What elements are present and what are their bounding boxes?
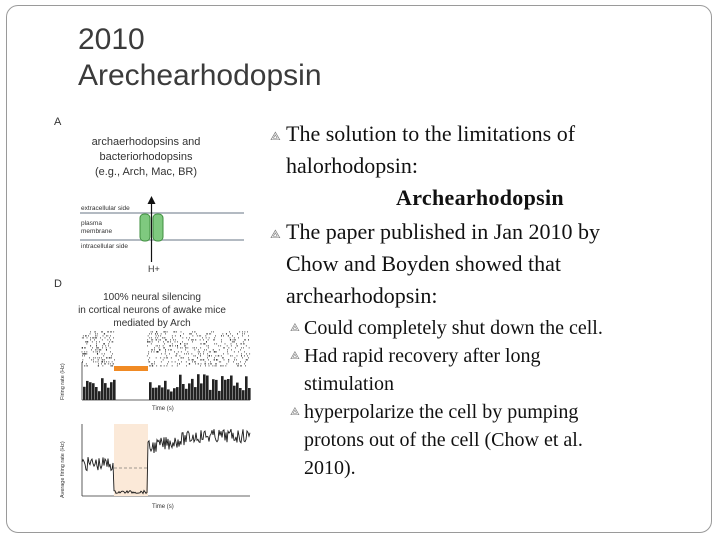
- panel-a-title-3: (e.g., Arch, Mac, BR): [94, 166, 198, 178]
- histogram-bar: [227, 379, 230, 400]
- sub-bullet-recovery-line1: Had rapid recovery after long: [304, 345, 541, 367]
- bullet-marker-icon: ⟁: [270, 227, 281, 241]
- histogram-bar: [164, 381, 167, 400]
- histogram-bar: [239, 388, 242, 400]
- histogram-bar: [236, 383, 239, 400]
- opsin-channel-left: [140, 214, 150, 241]
- proton-arrow-head: [148, 196, 156, 204]
- proton-label: H+: [148, 264, 160, 274]
- sub-bullet-recovery: [290, 342, 690, 398]
- histogram-bar: [215, 380, 218, 400]
- histogram-bar: [230, 376, 233, 401]
- arch-figure: [52, 102, 260, 512]
- histogram-bar: [173, 388, 176, 400]
- histogram-bar: [170, 392, 173, 401]
- time-label-2: Time (s): [152, 504, 174, 510]
- histogram-bar: [194, 387, 197, 400]
- arch-figure-svg: [52, 102, 260, 512]
- average-firing-line: [82, 429, 250, 493]
- histogram-bar: [200, 383, 203, 400]
- plasma-label: plasma: [81, 220, 102, 227]
- spike-raster: [82, 331, 250, 367]
- bullet-list: [270, 118, 690, 482]
- archearhodopsin-term: Archearhodopsin: [396, 185, 564, 210]
- histogram-bar: [242, 390, 245, 400]
- histogram-bar: [185, 389, 188, 400]
- sub-bullet-shutdown: [290, 314, 690, 342]
- bullet-solution-line1: The solution to the limitations of: [286, 121, 576, 146]
- average-firing-trace: [82, 429, 250, 493]
- sub-bullet-marker-icon: ⟁: [290, 322, 300, 334]
- slide-title: [78, 22, 322, 94]
- histogram-bar: [98, 391, 101, 400]
- panel-d-title-3: mediated by Arch: [113, 318, 191, 329]
- histogram-bar: [248, 388, 251, 400]
- panel-d-title-1: 100% neural silencing: [103, 292, 201, 303]
- time-label-1: Time (s): [152, 406, 174, 412]
- bullet-paper-line3: archearhodopsin:: [286, 283, 438, 308]
- light-on-bar: [114, 366, 148, 371]
- bullet-solution: [270, 118, 690, 214]
- histogram-bar: [167, 389, 170, 400]
- membrane-label: membrane: [81, 228, 113, 235]
- histogram-bar: [101, 378, 104, 400]
- bullet-paper-line2: Chow and Boyden showed that: [286, 251, 561, 276]
- histogram-bar: [113, 380, 116, 400]
- sub-bullet-marker-icon: ⟁: [290, 350, 300, 362]
- histogram-bar: [95, 387, 98, 400]
- panel-d-label: D: [54, 278, 62, 290]
- histogram-bar: [176, 387, 179, 400]
- extracellular-label: extracellular side: [81, 205, 130, 212]
- title-year: 2010: [78, 23, 145, 56]
- histogram-bar: [158, 385, 161, 400]
- firing-rate-ylabel: Firing rate (Hz): [60, 363, 66, 400]
- panel-a-label: A: [54, 116, 62, 128]
- sub-bullet-hyperpolarize-line2: protons out of the cell (Chow et al.: [304, 429, 583, 451]
- histogram-bar: [182, 384, 185, 400]
- sub-bullet-hyperpolarize-line1: hyperpolarize the cell by pumping: [304, 401, 579, 423]
- histogram-bar: [191, 379, 194, 400]
- histogram-bar: [92, 383, 95, 400]
- bullet-marker-icon: ⟁: [270, 129, 281, 143]
- firing-rate-histogram: [83, 374, 251, 400]
- histogram-bar: [224, 380, 227, 400]
- histogram-bar: [245, 376, 248, 400]
- histogram-bar: [209, 390, 212, 400]
- sub-bullet-shutdown-text: Could completely shut down the cell.: [304, 317, 603, 339]
- histogram-bar: [221, 376, 224, 400]
- histogram-bar: [104, 383, 107, 400]
- histogram-bar: [233, 386, 236, 400]
- histogram-bar: [203, 374, 206, 400]
- sub-bullet-hyperpolarize: [290, 398, 690, 482]
- histogram-bar: [206, 376, 209, 401]
- histogram-bar: [212, 379, 215, 400]
- histogram-bar: [86, 381, 89, 400]
- histogram-bar: [179, 375, 182, 400]
- light-period-shade: [114, 424, 148, 496]
- bullet-paper-line1: The paper published in Jan 2010 by: [286, 219, 601, 244]
- histogram-bar: [218, 391, 221, 400]
- histogram-bar: [89, 382, 92, 400]
- sub-bullet-recovery-line2: stimulation: [304, 373, 394, 395]
- bullet-paper: [270, 216, 690, 312]
- histogram-bar: [152, 388, 155, 400]
- histogram-bar: [83, 387, 86, 400]
- bullet-solution-line2: halorhodopsin:: [286, 153, 418, 178]
- histogram-bar: [155, 388, 158, 400]
- panel-a-title-2: bacteriorhodopsins: [99, 151, 193, 163]
- histogram-bar: [161, 387, 164, 400]
- title-subject: Arechearhodopsin: [78, 59, 322, 92]
- intracellular-label: intracellular side: [81, 243, 128, 250]
- histogram-bar: [107, 388, 110, 400]
- sub-bullet-hyperpolarize-line3: 2010).: [304, 457, 356, 479]
- opsin-channel-right: [153, 214, 163, 241]
- panel-a-title-1: archaerhodopsins and: [91, 136, 201, 148]
- avg-firing-ylabel: Average firing rate (Hz): [60, 441, 66, 498]
- histogram-bar: [110, 382, 113, 400]
- histogram-bar: [188, 383, 191, 400]
- panel-d-title-2: in cortical neurons of awake mice: [78, 305, 226, 316]
- histogram-bar: [197, 374, 200, 400]
- histogram-bar: [149, 382, 152, 400]
- sub-bullet-marker-icon: ⟁: [290, 406, 300, 418]
